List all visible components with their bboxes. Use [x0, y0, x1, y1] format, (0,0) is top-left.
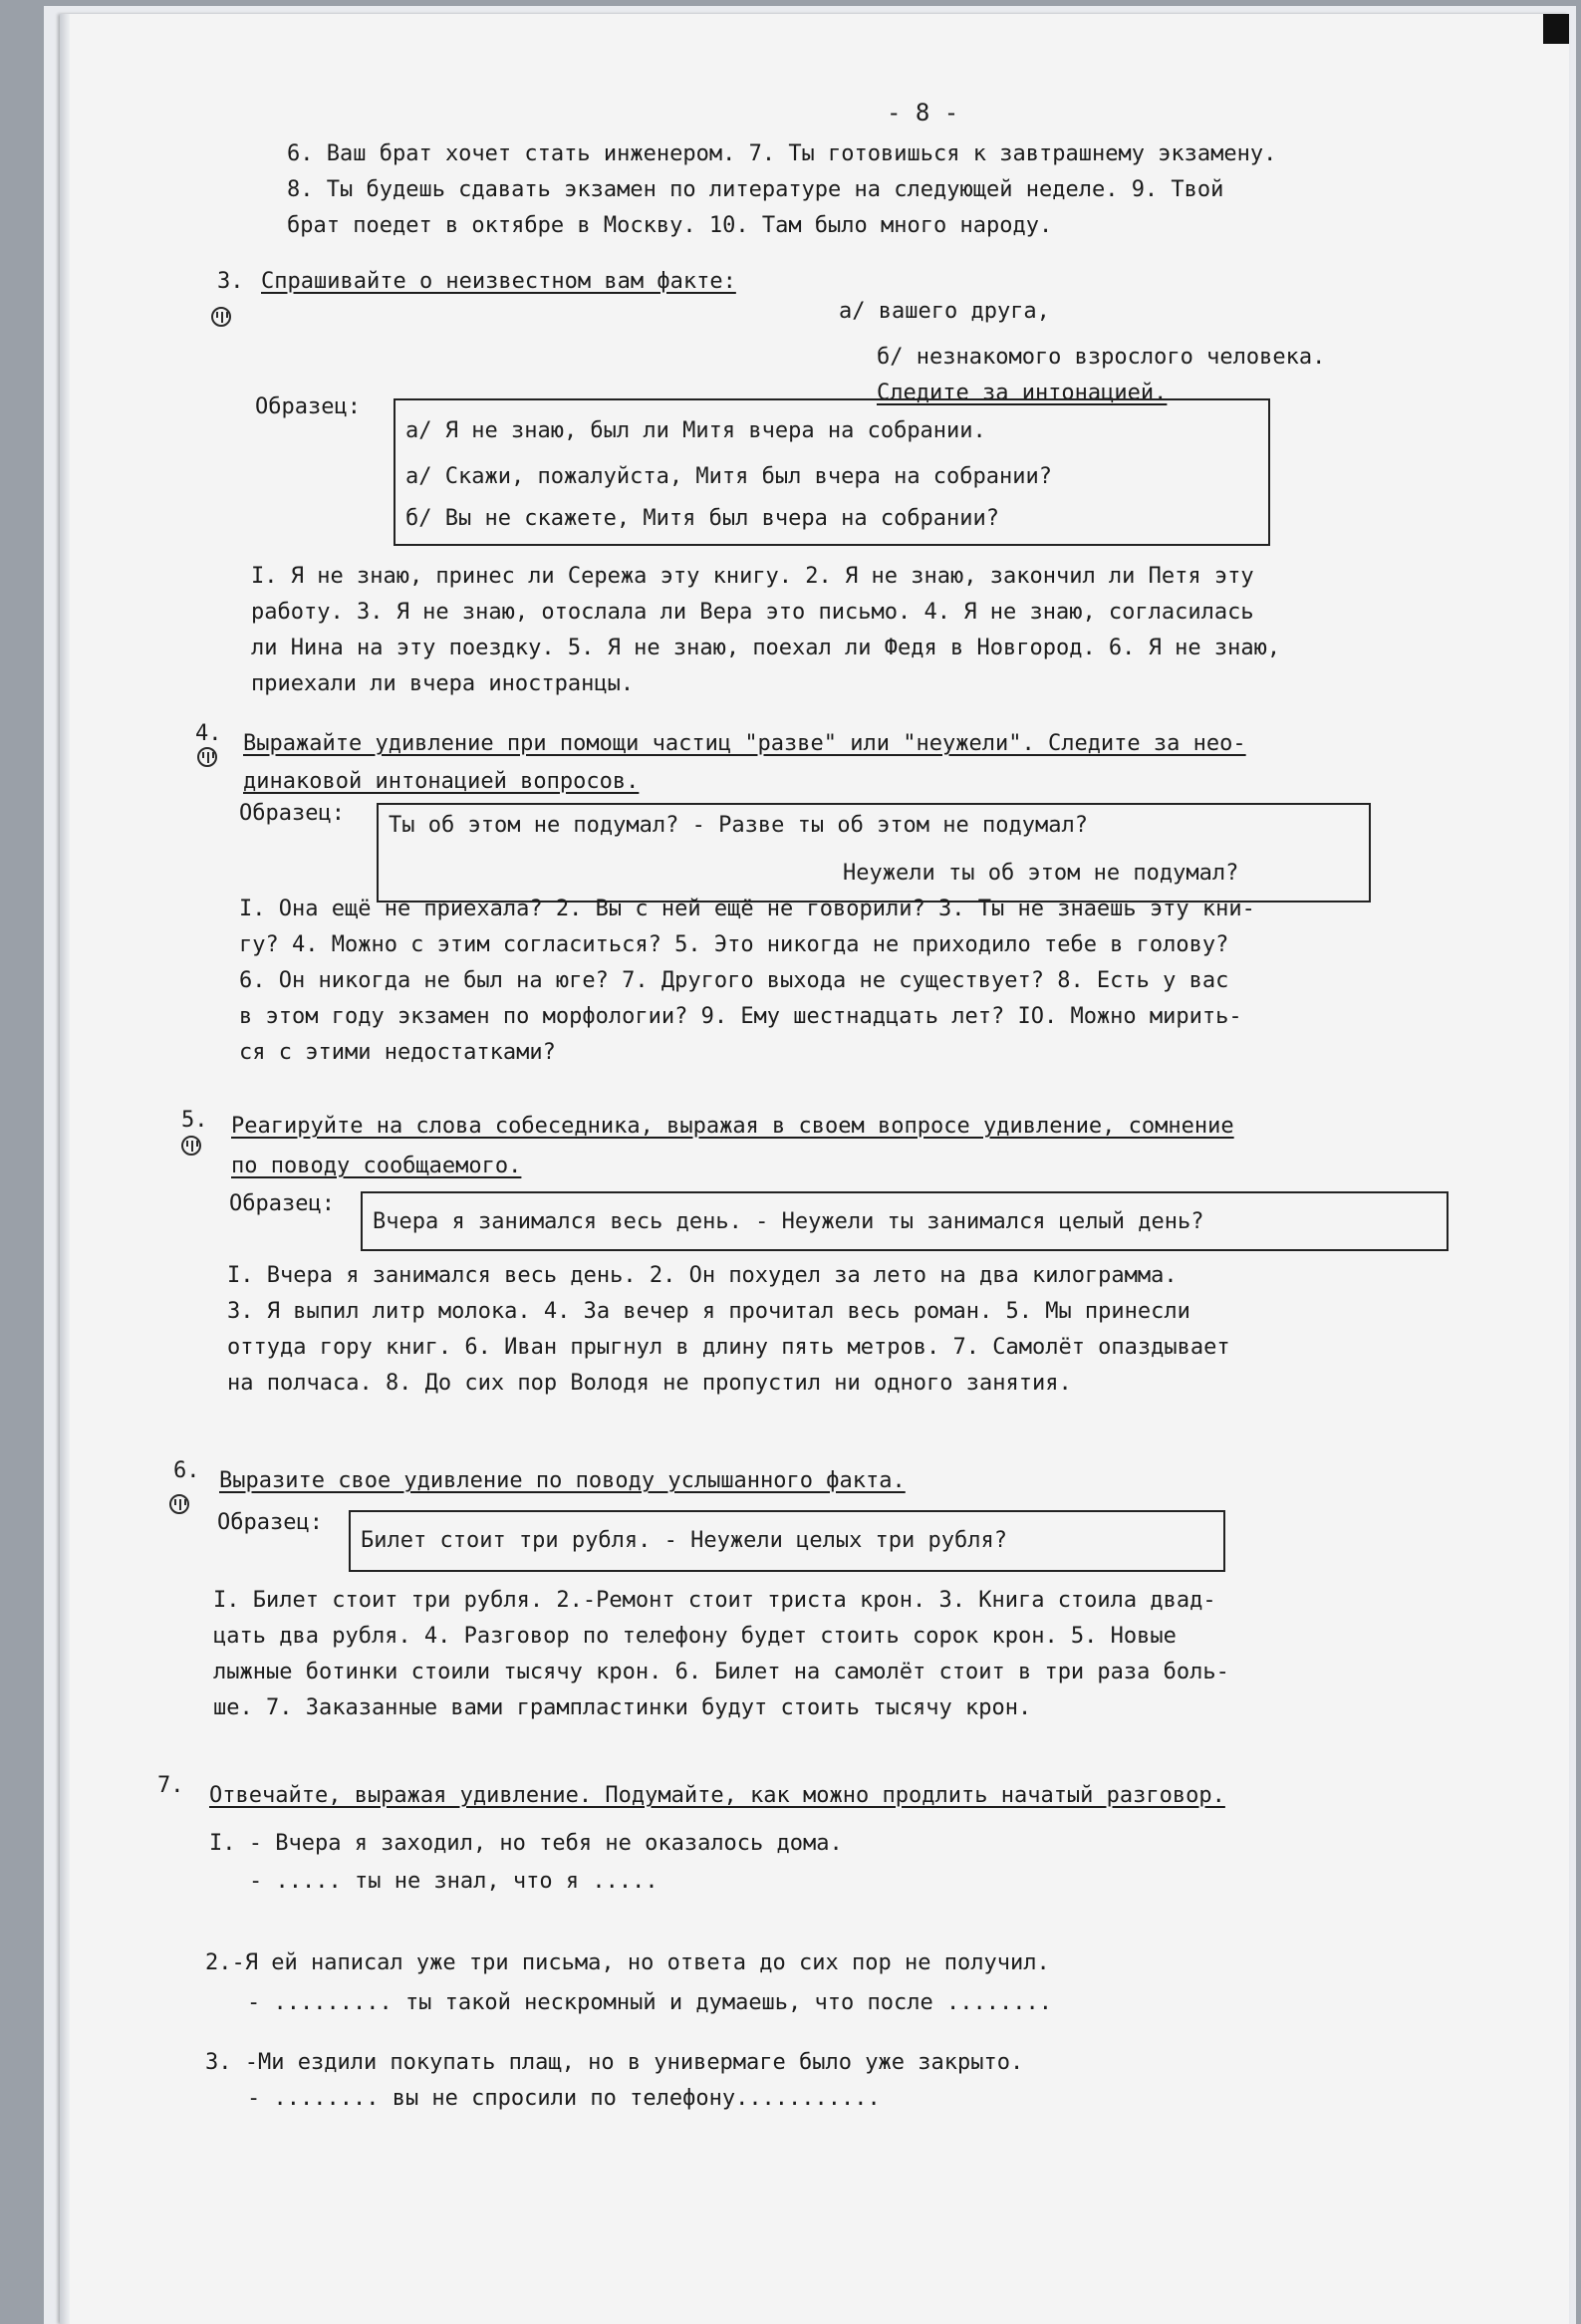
ex6-item-line: I. Билет стоит три рубля. 2.-Ремонт стоит триста крон. 3. Книга стоила двад-: [213, 1588, 1216, 1613]
ex4-sample-box: [377, 803, 1371, 903]
ex3-title: Спрашивайте о неизвестном вам факте:: [261, 269, 736, 294]
ex7-item-line: - ..... ты не знал, что я .....: [249, 1869, 659, 1894]
ex5-item-line: оттуда гору книг. 6. Иван прыгнул в длину пять метров. 7. Самолёт опаздывает: [227, 1335, 1230, 1360]
speaker-icon: [181, 1136, 201, 1156]
ex4-item-line: I. Она ещё не приехала? 2. Вы с ней ещё не говорили? 3. Ты не знаешь эту кни-: [239, 897, 1255, 921]
ex4-item-line: в этом году экзамен по морфологии? 9. Ему шестнадцать лет? IO. Можно мирить-: [239, 1004, 1242, 1029]
ex4-title-line-1: Выражайте удивление при помощи частиц "разве" или "неужели". Следите за нео-: [243, 731, 1246, 756]
ex6-title: Выразите свое удивление по поводу услышанного факта.: [219, 1468, 906, 1493]
ex6-sample-box: [349, 1510, 1225, 1572]
ex3-sample-line: б/ Вы не скажете, Митя был вчера на собрании?: [405, 506, 1000, 531]
ex3-note: Следите за интонацией.: [877, 381, 1168, 405]
ex5-item-line: на полчаса. 8. До сих пор Володя не пропустил ни одного занятия.: [227, 1371, 1072, 1396]
ex4-sample-line: Ты об этом не подумал? - Разве ты об этом не подумал?: [389, 813, 1088, 838]
ex7-item-line: - ........ вы не спросили по телефону...........: [247, 2086, 881, 2111]
intro-line-1: 6. Ваш брат хочет стать инженером. 7. Ты готовишься к завтрашнему экзамену.: [287, 141, 1277, 166]
page-number: - 8 -: [887, 99, 959, 127]
ex3-item-line: работу. 3. Я не знаю, отослала ли Вера это письмо. 4. Я не знаю, согласилась: [251, 600, 1254, 625]
speaker-icon: [169, 1494, 189, 1514]
ex3-sample-box: [394, 398, 1270, 546]
ex5-item-line: I. Вчера я занимался весь день. 2. Он похудел за лето на два килограмма.: [227, 1263, 1178, 1288]
ex4-item-line: 6. Он никогда не был на юге? 7. Другого выхода не существует? 8. Есть у вас: [239, 968, 1229, 993]
ex3-item-line: I. Я не знаю, принес ли Сережа эту книгу. 2. Я не знаю, закончил ли Петя эту: [251, 564, 1254, 589]
ex3-item-line: приехали ли вчера иностранцы.: [251, 671, 635, 696]
ex4-sample-line: Неужели ты об этом не подумал?: [843, 861, 1239, 886]
ex3-option-b: б/ незнакомого взрослого человека.: [877, 345, 1326, 370]
ex5-title-line-1: Реагируйте на слова собеседника, выражая в своем вопросе удивление, сомнение: [231, 1114, 1234, 1139]
ex6-sample-line: Билет стоит три рубля. - Неужели целых три рубля?: [361, 1528, 1008, 1553]
ex5-sample-label: Образец:: [229, 1191, 335, 1216]
ex5-sample-line: Вчера я занимался весь день. - Неужели ты занимался целый день?: [373, 1209, 1204, 1234]
ex5-title-line-2: по поводу сообщаемого.: [231, 1154, 522, 1178]
ex3-number: 3.: [217, 269, 244, 294]
ex5-sample-box: [361, 1191, 1449, 1251]
ex6-item-line: ше. 7. Заказанные вами грампластинки будут стоить тысячу крон.: [213, 1695, 1032, 1720]
ex7-item-line: 3. -Ми ездили покупать плащ, но в универмаге было уже закрыто.: [205, 2050, 1024, 2075]
ex7-item-line: I. - Вчера я заходил, но тебя не оказалось дома.: [209, 1831, 843, 1856]
ex6-item-line: лыжные ботинки стоили тысячу крон. 6. Билет на самолёт стоит в три раза боль-: [213, 1660, 1229, 1684]
ex7-title: Отвечайте, выражая удивление. Подумайте, как можно продлить начатый разговор.: [209, 1783, 1225, 1808]
ex7-number: 7.: [157, 1773, 184, 1798]
ex4-item-line: гу? 4. Можно с этим согласиться? 5. Это никогда не приходило тебе в голову?: [239, 932, 1229, 957]
ex3-item-line: ли Нина на эту поездку. 5. Я не знаю, поехал ли Федя в Новгород. 6. Я не знаю,: [251, 636, 1281, 660]
ex3-sample-line: а/ Скажи, пожалуйста, Митя был вчера на собрании?: [405, 464, 1053, 489]
intro-line-3: брат поедет в октябре в Москву. 10. Там было много народу.: [287, 213, 1053, 238]
ex3-sample-line: а/ Я не знаю, был ли Митя вчера на собрании.: [405, 418, 986, 443]
ex5-number: 5.: [181, 1108, 208, 1133]
ex6-item-line: цать два рубля. 4. Разговор по телефону будет стоить сорок крон. 5. Новые: [213, 1624, 1177, 1649]
ex4-item-line: ся с этими недостатками?: [239, 1040, 556, 1065]
ex7-item-line: - ......... ты такой нескромный и думаешь, что после ........: [247, 1990, 1052, 2015]
scan-corner: [1543, 14, 1569, 44]
ex4-number: 4.: [195, 721, 222, 746]
ex6-sample-label: Образец:: [217, 1510, 323, 1535]
ex7-item-line: 2.-Я ей написал уже три письма, но ответа до сих пор не получил.: [205, 1950, 1050, 1975]
ex5-item-line: 3. Я выпил литр молока. 4. За вечер я прочитал весь роман. 5. Мы принесли: [227, 1299, 1190, 1324]
intro-line-2: 8. Ты будешь сдавать экзамен по литературе на следующей неделе. 9. Твой: [287, 177, 1224, 202]
ex3-sample-label: Образец:: [255, 394, 361, 419]
ex6-number: 6.: [173, 1458, 200, 1483]
speaker-icon: [197, 747, 217, 767]
speaker-icon: [211, 307, 231, 327]
ex4-sample-label: Образец:: [239, 801, 345, 826]
page-edge-shadow: [60, 14, 70, 2324]
ex4-title-line-2: динаковой интонацией вопросов.: [243, 769, 640, 794]
ex3-option-a: а/ вашего друга,: [839, 299, 1050, 324]
